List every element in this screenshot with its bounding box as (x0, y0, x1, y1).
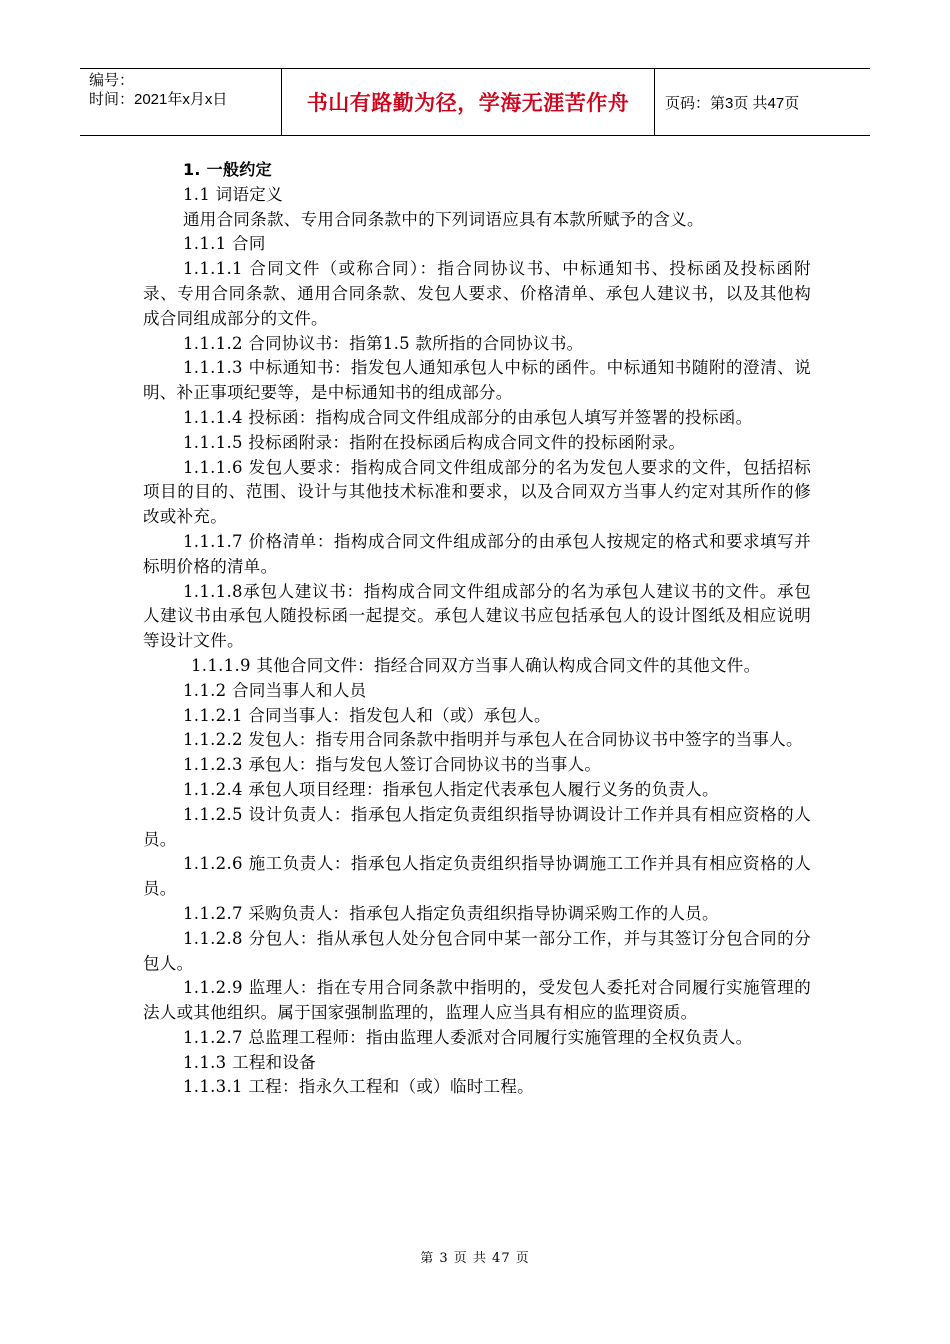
clause-item: 1.1.1.5 投标函附录：指附在投标函后构成合同文件的投标函附录。 (183, 432, 686, 452)
paragraph: 通用合同条款、专用合同条款中的下列词语应具有本款所赋予的含义。 (183, 209, 704, 229)
date-label: 时间：2021年x月x日 (89, 91, 228, 108)
clause-item: 1.1.2.5 设计负责人：指承包人指定负责组织指导协调设计工作并具有相应资格的人员。 (143, 804, 811, 849)
page-footer (0, 1247, 950, 1266)
header-page-number: 页码：第3页 共47页 (665, 94, 800, 112)
clause-heading: 1.1.3 工程和设备 (183, 1052, 317, 1072)
clause-item: 1.1.2.7 总监理工程师：指由监理人委派对合同履行实施管理的全权负责人。 (183, 1027, 753, 1047)
motto-text: 书山有路勤为径，学海无涯苦作舟 (306, 91, 630, 115)
clause-item: 1.1.2.4 承包人项目经理：指承包人指定代表承包人履行义务的负责人。 (183, 779, 719, 799)
clause-item: 1.1.1.7 价格清单：指构成合同文件组成部分的由承包人按规定的格式和要求填写并标明价格的清单。 (143, 531, 811, 576)
clause-item: 1.1.1.9 其他合同文件：指经合同双方当事人确认构成合同文件的其他文件。 (191, 655, 761, 675)
serial-number-label: 编号： (89, 72, 135, 89)
section-heading: 1. 一般约定 (183, 160, 272, 179)
clause-item: 1.1.2.6 施工负责人：指承包人指定负责组织指导协调施工工作并具有相应资格的人员。 (143, 854, 811, 899)
clause-item: 1.1.2.2 发包人：指专用合同条款中指明并与承包人在合同协议书中签字的当事人。 (183, 730, 803, 750)
clause-heading: 1.1.1 合同 (183, 234, 266, 254)
clause-item: 1.1.1.4 投标函：指构成合同文件组成部分的由承包人填写并签署的投标函。 (183, 407, 753, 427)
clause-item: 1.1.1.8承包人建议书：指构成合同文件组成部分的名为承包人建议书的文件。承包人建议书由承包人随投标函一起提交。承包人建议书应包括承包人的设计图纸及相应说明等设计文件。 (143, 581, 811, 651)
footer-page-number: 第 3 页 共 47 页 (420, 1251, 530, 1266)
clause-item: 1.1.2.1 合同当事人：指发包人和（或）承包人。 (183, 705, 551, 725)
clause-item: 1.1.1.3 中标通知书：指发包人通知承包人中标的函件。中标通知书随附的澄清、说明、补正事项纪要等，是中标通知书的组成部分。 (143, 358, 811, 403)
clause-item: 1.1.1.6 发包人要求：指构成合同文件组成部分的名为发包人要求的文件，包括招标项目的目的、范围、设计与其他技术标准和要求，以及合同双方当事人约定对其所作的修改或补充。 (143, 457, 811, 527)
header-motto-cell (282, 69, 655, 135)
clause-heading: 1.1.2 合同当事人和人员 (183, 680, 367, 700)
clause-item: 1.1.2.9 监理人：指在专用合同条款中指明的，受发包人委托对合同履行实施管理的法人或其他组织。属于国家强制监理的，监理人应当具有相应的监理资质。 (143, 978, 811, 1023)
subsection-heading: 1.1 词语定义 (183, 184, 283, 204)
clause-item: 1.1.3.1 工程：指永久工程和（或）临时工程。 (183, 1077, 534, 1097)
header-meta-cell (80, 69, 282, 135)
clause-item: 1.1.1.1 合同文件（或称合同）：指合同协议书、中标通知书、投标函及投标函附录、专用合同条款、通用合同条款、发包人要求、价格清单、承包人建议书，以及其他构成合同组成部分的文件。 (143, 259, 811, 328)
clause-item: 1.1.2.8 分包人：指从承包人处分包合同中某一部分工作，并与其签订分包合同的分包人。 (143, 928, 811, 973)
document-body (143, 158, 811, 1100)
clause-item: 1.1.2.3 承包人：指与发包人签订合同协议书的当事人。 (183, 755, 602, 775)
header-page-cell (655, 69, 870, 135)
page-header (80, 68, 870, 136)
clause-item: 1.1.1.2 合同协议书：指第1.5 款所指的合同协议书。 (183, 333, 584, 353)
clause-item: 1.1.2.7 采购负责人：指承包人指定负责组织指导协调采购工作的人员。 (183, 903, 719, 923)
